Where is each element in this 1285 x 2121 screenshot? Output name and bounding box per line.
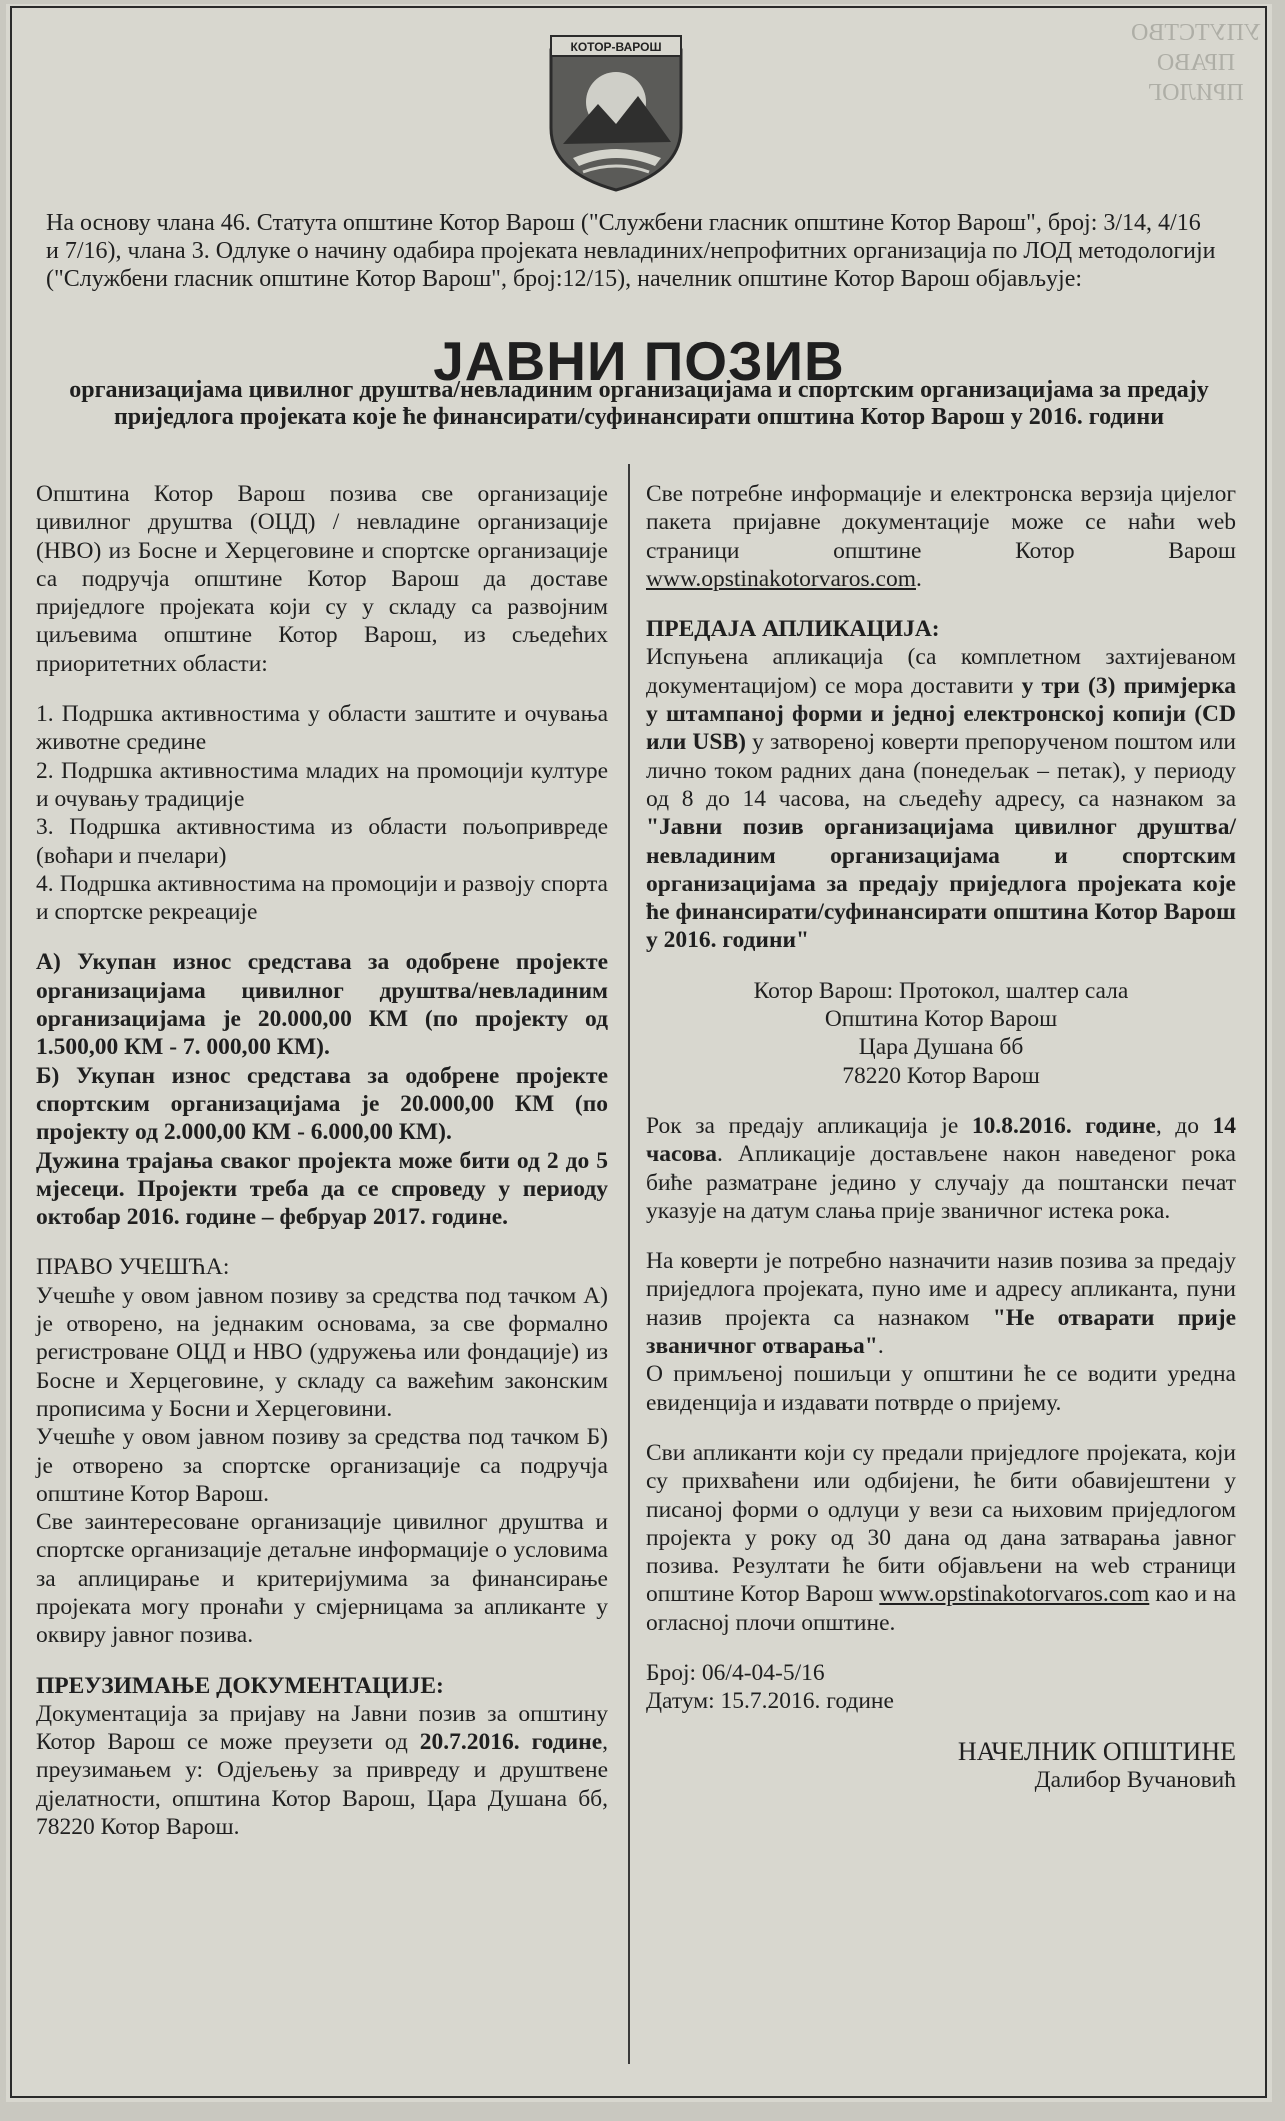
results-website-link[interactable]: www.opstinakotorvaros.com — [879, 1581, 1150, 1608]
right-column — [646, 480, 1236, 1794]
envelope-paragraph — [646, 1247, 1236, 1360]
submission-copies: у три (3) примјерка у штампаној форми и једној електронској копији (CD или USB) — [646, 672, 1237, 756]
priority-item: 4. Подршка активностима на промоцији и развоју спорта и спортске рекреације — [36, 870, 608, 926]
duration-text: Дужина трајања сваког пројекта може бити од 2 до 5 мјесеци. Пројекти треба да се спроведу у периоду октобар 2016. године – фебруар 2017. године. — [36, 1147, 608, 1231]
eligibility-heading: ПРАВО УЧЕШЋА: — [36, 1254, 230, 1281]
address-line: Котор Варош: Протокол, шалтер сала — [753, 977, 1129, 1004]
column-divider — [628, 464, 630, 2064]
reference-number: Број: 06/4-04-5/16 — [646, 1659, 825, 1686]
deadline-date: 10.8.2016. године — [971, 1112, 1156, 1139]
results-text: Сви апликанти који су предали приједлоге пројеката, који су прихваћени или одбијени, ће бити обавијештени у писаној форми о одлуци у вези са њиховим приједлогом пројекта у року од 30 дана од дана затварања јавног позива. Резултати ће бити објављени на web страници општине Котор Варош — [646, 1439, 1236, 1608]
eligibility-text-a: Учешће у овом јавном позиву за средства под тачком А) је отворено, на једнаким основама, за све формално регистроване ОЦД и НВО (удружења или фондације) из Босне и Херцеговине, у складу са важећим законским прописима у Босни и Херцеговини. — [36, 1282, 608, 1422]
address-line: Цара Душана бб — [858, 1034, 1024, 1061]
deadline-text-end: . Апликације достављене након наведеног рока биће разматране једино у случају да поштански печат указује на датум слања прије званичног истека рока. — [646, 1141, 1236, 1224]
documentation-text — [36, 1700, 608, 1841]
record-paragraph: О примљеној пошиљци у општини ће се водити уредна евиденција и издавати потврде о пријему. — [646, 1361, 1236, 1416]
signature-title: НАЧЕЛНИК ОПШТИНЕ — [957, 1736, 1236, 1766]
left-column — [36, 480, 608, 1841]
issue-date: Датум: 15.7.2016. године — [646, 1688, 894, 1715]
bleed-line: ПРАВО — [1156, 50, 1236, 76]
bleed-line: УПУТСТВО — [1131, 20, 1261, 46]
crest-banner: КОТОР-ВАРОШ — [570, 40, 662, 54]
documentation-date: 20.7.2016. године — [419, 1729, 603, 1756]
documentation-text-start: Документација за пријаву на Јавни позив за општину Котор Варош се може преузети од — [36, 1700, 608, 1756]
info-text: Све потребне информације и електронска верзија цијелог пакета пријавне документације може се наћи web страници општине Котор Варош — [646, 481, 1236, 564]
eligibility-text-guidelines: Све заинтересоване организације цивилног друштва и спортске организације детаљне информације о условима за аплицирање и критеријумима за финансирање пројеката могу пронаћи у смјерницама за апликанте у оквиру јавног позива. — [36, 1509, 608, 1649]
envelope-warning: "Не отварати прије званичног отварања" — [646, 1304, 1237, 1360]
submission-text-mid: у затвореној коверти препорученом поштом или лично током радних дана (понедељак – петак), у периоду од 8 до 14 часова, на сљедећу адресу, са назнаком за — [646, 729, 1236, 812]
submission-text-start: Испуњена апликација (са комплетном захтијеваном документацијом) се мора доставити — [646, 644, 1236, 699]
notice-title: ЈАВНИ ПОЗИВ — [433, 330, 845, 392]
info-paragraph — [646, 480, 1236, 593]
priority-item: 2. Подршка активностима младих на промоцији културе и очувању традиције — [36, 757, 608, 812]
invitation-paragraph: Општина Котор Варош позива све организације цивилног друштва (ОЦД) / невладине организације (НВО) из Босне и Херцеговине и спортске организације са подручја општине Котор Варош да доставе приједлоге пројеката који су у складу са развојним циљевима општине Котор Варош, из сљедећих приоритетних области: — [36, 481, 608, 677]
envelope-text: На коверти је потребно назначити назив позива за предају приједлога пројеката, пуно име и адресу апликанта, пуни назив пројекта са назнаком — [646, 1248, 1236, 1331]
submission-address — [646, 977, 1236, 1090]
submission-envelope-label: "Јавни позив организацијама цивилног друштва/невладиним организацијама и спортским организацијама за предају приједлога пројеката које ће финансирати/суфинансирати општина Котор Варош у 2016. години" — [646, 814, 1236, 954]
newspaper-page — [6, 4, 1272, 2102]
priority-list — [36, 700, 608, 926]
results-text-end: као и на огласној плочи општине. — [646, 1581, 1237, 1636]
address-line: 78220 Котор Варош — [842, 1062, 1040, 1089]
signature-name: Далибор Вучановић — [1034, 1766, 1236, 1793]
envelope-end: . — [877, 1333, 884, 1360]
municipality-crest-icon — [543, 32, 689, 194]
priority-item: 1. Подршка активностима у области заштите и очувања животне средине — [36, 701, 608, 756]
bleed-through-text — [1126, 18, 1266, 128]
address-line: Општина Котор Варош — [824, 1006, 1058, 1033]
submission-paragraph — [646, 643, 1236, 954]
deadline-paragraph — [646, 1112, 1236, 1225]
funds-b: Б) Укупан износ средстава за одобрене пројекте спортским организацијама је 20.000,00 КМ (по пројекту од 2.000,00 КМ - 6.000,00 КМ). — [36, 1062, 608, 1146]
notice-subtitle: организацијама цивилног друштва/невладиним организацијама и спортским организацијама за предају приједлога пројеката које ће финансирати/суфинансирати општина Котор Варош у 2016. години — [69, 377, 1209, 430]
documentation-heading: ПРЕУЗИМАЊЕ ДОКУМЕНТАЦИЈЕ: — [36, 1672, 444, 1699]
info-end: . — [916, 565, 922, 592]
deadline-time: 14 часова — [646, 1112, 1237, 1168]
priority-item: 3. Подршка активностима из области пољопривреде (воћари и пчелари) — [36, 814, 608, 869]
website-link[interactable]: www.opstinakotorvaros.com — [646, 565, 916, 592]
submission-heading: ПРЕДАЈА АПЛИКАЦИЈА: — [646, 616, 940, 643]
eligibility-text-b: Учешће у овом јавном позиву за средства под тачком Б) је отворено за спортске организације са подручја општине Котор Варош. — [36, 1424, 608, 1507]
deadline-text-start: Рок за предају апликација је — [646, 1112, 959, 1139]
bleed-line: ПРИЛОГ — [1148, 80, 1244, 106]
deadline-text-mid: , до — [1155, 1112, 1199, 1139]
documentation-text-end: , преузимањем у: Одјељењу за привреду и друштвене дјелатности, општина Котор Варош, Цара Душана бб, 78220 Котор Варош. — [36, 1729, 609, 1841]
intro-paragraph: На основу члана 46. Статута општине Котор Варош ("Службени гласник општине Котор Варош", број: 3/14, 4/16 и 7/16), члана 3. Одлуке о начину одабира пројеката невладиних/непрофитних организација по ЛОД методологији ("Службени гласник општине Котор Варош", број:12/15), начелник општине Котор Варош објављује: — [46, 210, 1216, 292]
funds-a: А) Укупан износ средстава за одобрене пројекте организацијама цивилног друштва/невладиним организацијама је 20.000,00 КМ (по пројекту од 1.500,00 КМ - 7. 000,00 КМ). — [36, 949, 608, 1061]
results-paragraph — [646, 1439, 1236, 1637]
